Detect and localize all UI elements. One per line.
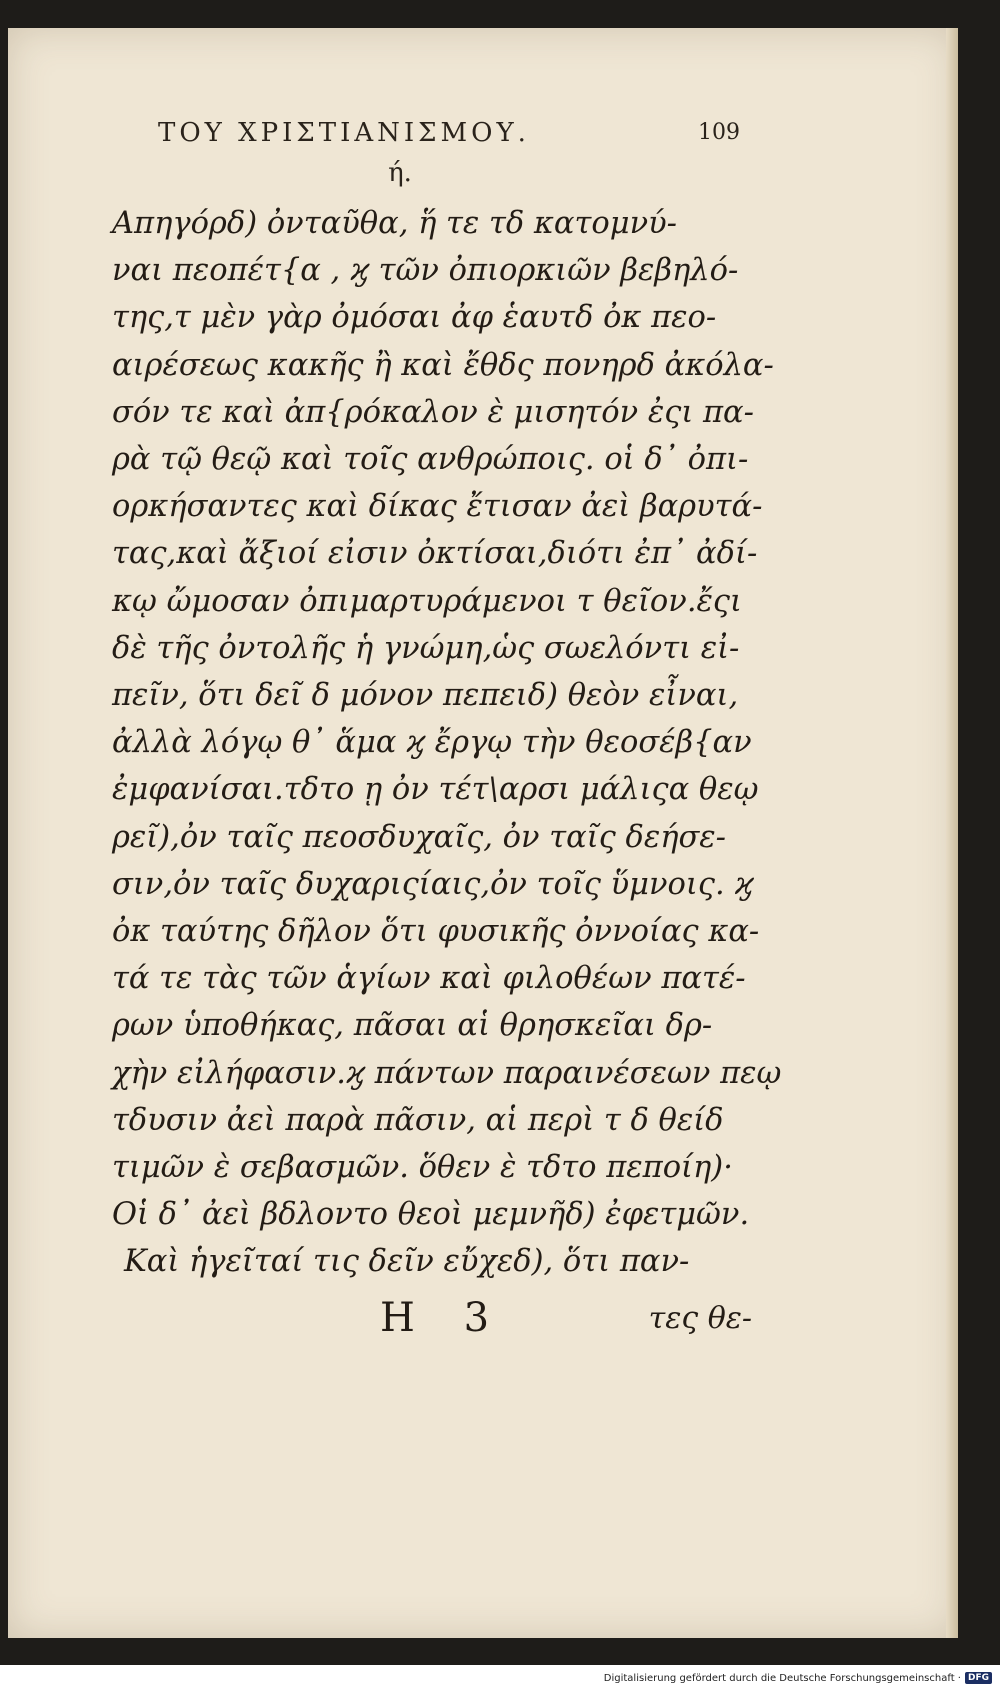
credit-text: Digitalisierung gefördert durch die Deutsche Forschungsgemeinschaft · (603, 1672, 961, 1684)
text-line: δὲ τῆς ὀντολῆς ἡ γνώμη,ὡς σωελόντι εἰ- (112, 630, 740, 666)
text-line: τδυσιν ἀεὶ παρὰ πᾶσιν, αἱ περὶ τ δ θείδ (112, 1102, 724, 1138)
text-line: κῳ ὤμοσαν ὀπιμαρτυράμενοι τ θεῖον.ἔςι (112, 583, 742, 619)
page-footer (112, 1295, 752, 1345)
text-line: ἐμφανίσαι.τδτο ῃ ὀν τέτ\αρσι μάλιςα θεῳ (112, 772, 759, 808)
text-line: χὴν εἰλήφασιν.ϗ πάντων παραινέσεων πεῳ (112, 1055, 782, 1091)
dfg-logo: DFG (965, 1672, 992, 1684)
catchword: τες θε- (648, 1301, 752, 1336)
text-line: ρων ὑποθήκας, πᾶσαι αἱ θρησκεῖαι δρ- (112, 1008, 713, 1044)
text-line: Καὶ ἡγεῖταί τις δεῖν εὔχεδ), ὅτι παν- (124, 1244, 690, 1280)
text-line: ναι πεοπέτ{α , ϗ τῶν ὀπιορκιῶν βεβηλό- (112, 253, 739, 289)
text-line: τας,καὶ ἄξιοί εἰσιν ὀκτίσαι,διότι ἐπ᾿ ἀδί- (112, 536, 758, 572)
text-line: αιρέσεως κακῆς ἢ καὶ ἔθδς πονηρδ ἀκόλα- (112, 347, 774, 383)
text-line: ρὰ τῷ θεῷ καὶ τοῖς ανθρώποις. οἱ δ᾿ ὀπι- (112, 442, 749, 478)
text-line: της,τ μὲν γὰρ ὀμόσαι ἀφ ἑαυτδ ὀκ πεο- (112, 300, 717, 336)
text-line: σόν τε καὶ ἀπ{ρόκαλον ὲ μισητόν ἐςι πα- (112, 394, 754, 430)
running-title: ΤΟΥ ΧΡΙΣΤΙΑΝΙΣΜΟΥ. (158, 118, 530, 148)
text-line: πεῖν, ὅτι δεῖ δ μόνον πεπειδ) θεὸν εἶναι, (112, 678, 739, 714)
text-line: Απηγόρδ) ὀνταῦθα, ἥ τε τδ κατομνύ- (112, 206, 677, 241)
digitization-credit (604, 1672, 992, 1684)
page-edge (946, 28, 958, 1638)
text-line: Οἱ δ᾿ ἀεὶ βδλοντο θεοὶ μεμνῆδ) ἐφετμῶν. (112, 1197, 750, 1233)
text-line: τιμῶν ὲ σεβασμῶν. ὅθεν ὲ τδτο πεποίη)· (112, 1150, 733, 1186)
page-header (148, 118, 740, 158)
signature-mark: Η 3 (380, 1295, 508, 1341)
text-line: ὀκ ταύτης δῆλον ὅτι φυσικῆς ὀννοίας κα- (112, 914, 760, 950)
chapter-letter: ή. (388, 158, 412, 188)
body-text (112, 200, 782, 1286)
text-line: ρεῖ),ὀν ταῖς πεοσδυχαῖς, ὀν ταῖς δεήσε- (112, 819, 726, 855)
text-line: σιν,ὀν ταῖς δυχαριςίαις,ὀν τοῖς ὕμνοις. ϗ (112, 866, 754, 902)
text-line: ἀλλὰ λόγῳ θ᾿ ἅμα ϗ ἔργῳ τὴν θεοσέβ{αν (112, 725, 752, 761)
text-line: τά τε τὰς τῶν ἁγίων καὶ φιλοθέων πατέ- (112, 961, 746, 997)
text-line: ορκήσαντες καὶ δίκας ἔτισαν ἀεὶ βαρυτά- (112, 489, 763, 525)
page-number: 109 (698, 120, 740, 145)
